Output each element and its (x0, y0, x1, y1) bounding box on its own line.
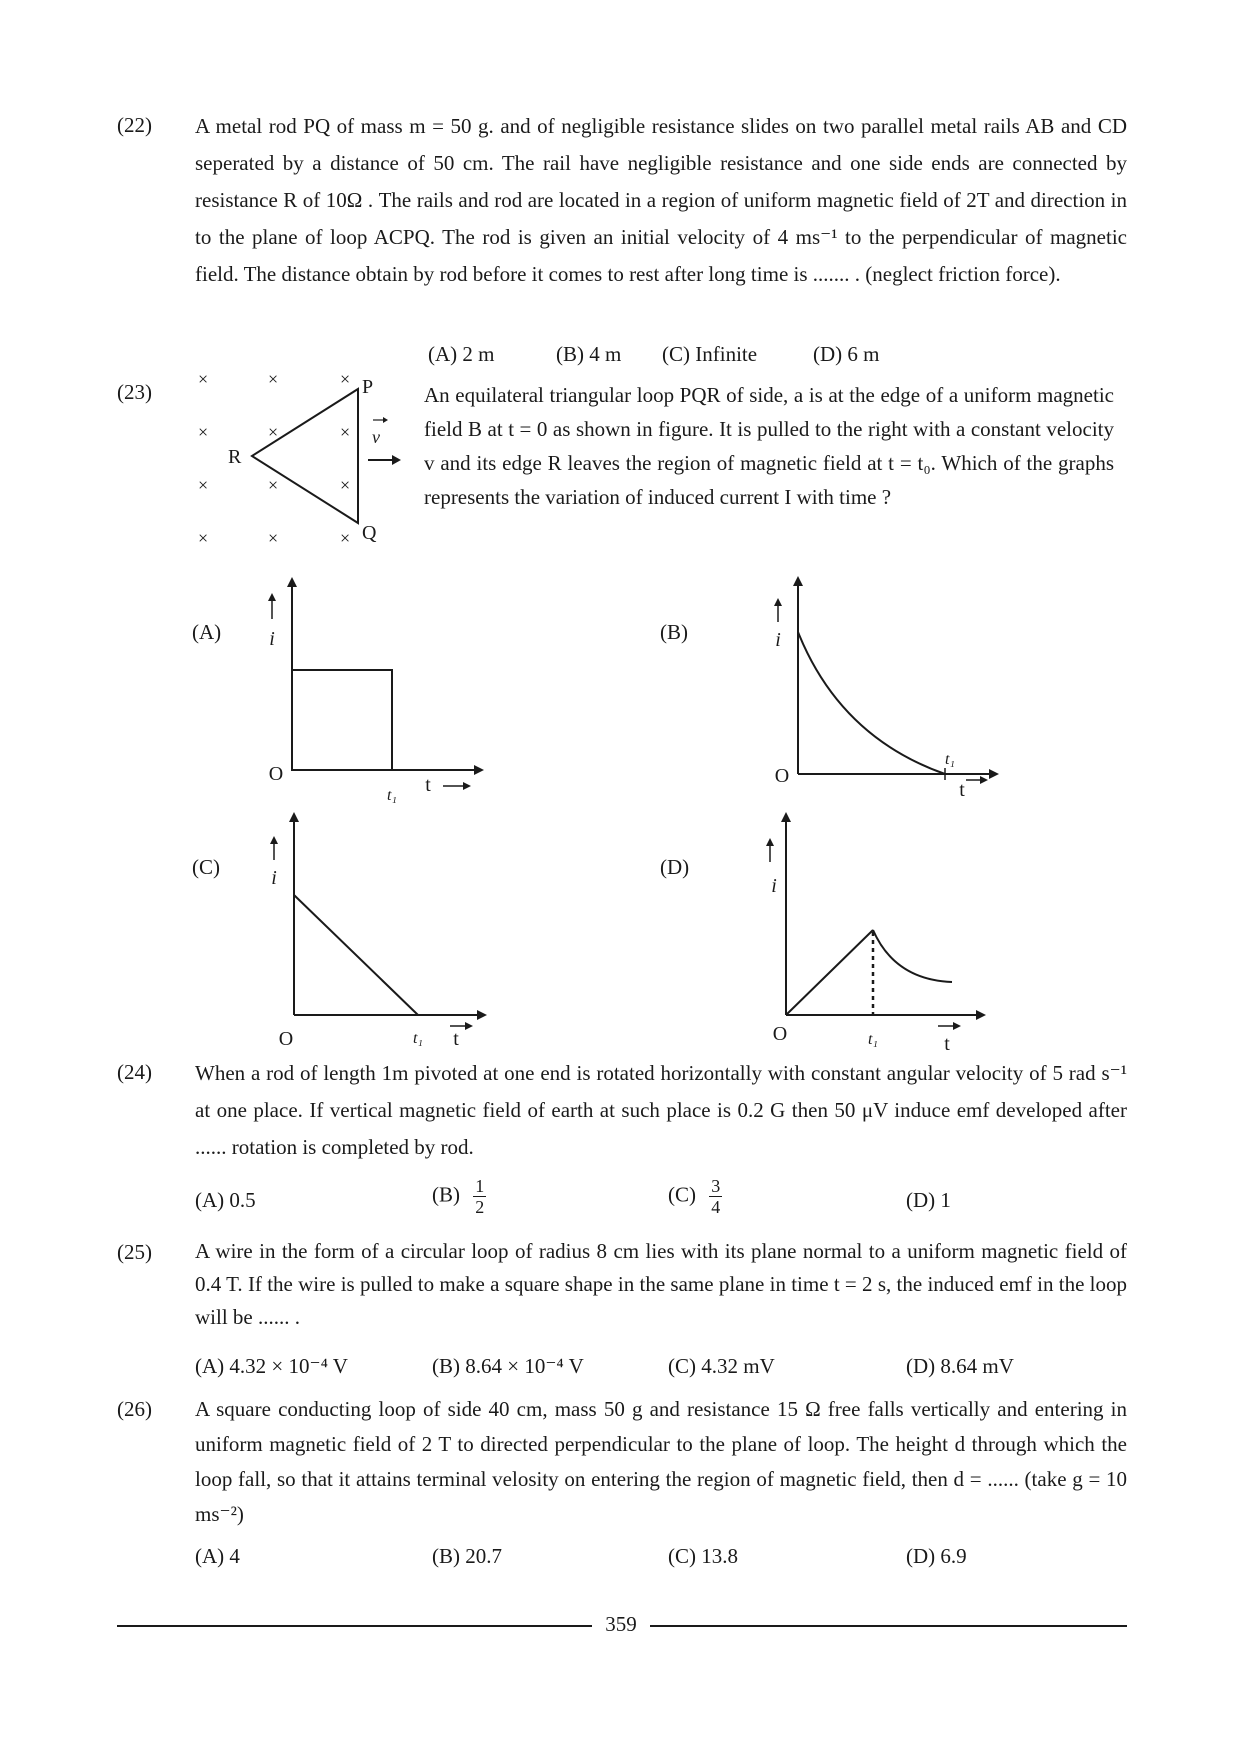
question-number: (22) (117, 113, 152, 137)
svg-text:×: × (198, 422, 209, 442)
option-c[interactable] (668, 1176, 722, 1217)
question-25 (117, 1235, 1127, 1340)
option-a[interactable]: (A) 2 m (428, 342, 495, 366)
axis-t1: t₁ (867, 1031, 879, 1048)
question-text: A wire in the form of a circular loop of radius 8 cm lies with its plane normal to a uniform magnetic field of 0.4 T. If the wire is pulled to make a square shape in the same plane in time t = 2 s, the induced emf in the loop will be ...... . (195, 1239, 1127, 1329)
option-a[interactable]: (A) 4.32 × 10⁻⁴ V (195, 1354, 348, 1378)
question-26 (117, 1392, 1127, 1532)
question-text: When a rod of length 1m pivoted at one end is rotated horizontally with constant angular velocity of 5 rad s⁻¹ at one place. If vertical magnetic field of earth at such place is 0.2 G then 50 μV induce emf developed after ...... rotation is completed by rod. (195, 1061, 1127, 1159)
triangle-pqr (252, 389, 358, 523)
graph-a (258, 575, 498, 810)
question-22 (117, 108, 1127, 338)
rising-curve (786, 930, 873, 1015)
question-text: An equilateral triangular loop PQR of side, a is at the edge of a uniform magnetic field B at t = 0 as shown in figure. It is pulled to the right with a constant velocity v and its edge R leaves the region of magnetic field at t = t₀. Which of the graphs represents the variation of induced current I with time ? (424, 383, 1114, 509)
velocity-label: v (372, 427, 380, 447)
svg-text:×: × (198, 528, 209, 548)
option-b[interactable]: (B) 8.64 × 10⁻⁴ V (432, 1354, 584, 1378)
svg-text:×: × (340, 528, 351, 548)
axis-i: i (269, 628, 275, 650)
graph-label-b[interactable]: (B) (660, 620, 688, 644)
vertex-r: R (228, 446, 242, 468)
fraction (473, 1176, 486, 1217)
axis-t: t (959, 779, 965, 801)
vertex-p: P (362, 376, 374, 398)
axis-origin: O (278, 1028, 294, 1050)
axis-origin: O (774, 765, 790, 787)
option-c[interactable]: (C) 4.32 mV (668, 1354, 775, 1378)
question-text: A square conducting loop of side 40 cm, mass 50 g and resistance 15 Ω free falls vertically and entering in uniform magnetic field of 2 T to directed perpendicular to the plane of loop. The height d through which the loop fall, so that it attains terminal velosity on entering the region of magnetic field, then d = ...... (take g = 10 ms⁻²) (195, 1397, 1127, 1526)
decay-curve (798, 632, 945, 774)
magnetic-field-crosses (198, 369, 350, 548)
svg-text:×: × (268, 369, 279, 389)
square-pulse-curve (292, 670, 392, 770)
axis-i: i (775, 629, 781, 651)
footer-rule-left (117, 1625, 592, 1627)
svg-text:×: × (268, 475, 279, 495)
option-a[interactable]: (A) 0.5 (195, 1188, 256, 1212)
question-number: (26) (117, 1397, 152, 1421)
fraction (709, 1176, 722, 1217)
axis-i: i (271, 867, 277, 889)
option-d[interactable]: (D) 1 (906, 1188, 951, 1212)
falling-curve (873, 930, 952, 982)
axis-t1: t₁ (386, 787, 398, 804)
option-a[interactable]: (A) 4 (195, 1544, 240, 1568)
option-d[interactable]: (D) 6 m (813, 342, 880, 366)
triangle-loop-figure (190, 365, 410, 550)
axis-i: i (771, 875, 777, 897)
svg-text:×: × (340, 369, 351, 389)
denominator: 2 (475, 1197, 485, 1217)
option-b[interactable]: (B) 4 m (556, 342, 622, 366)
svg-text:×: × (268, 422, 279, 442)
question-number: (23) (117, 380, 152, 404)
svg-text:×: × (198, 475, 209, 495)
option-label: (C) (668, 1182, 696, 1207)
graph-label-c[interactable]: (C) (192, 855, 220, 879)
question-24 (117, 1055, 1127, 1175)
graph-d (760, 810, 1010, 1055)
svg-text:×: × (340, 422, 351, 442)
numerator: 1 (475, 1176, 485, 1196)
graph-c (258, 810, 498, 1050)
option-label: (B) (432, 1182, 460, 1207)
graph-label-d[interactable]: (D) (660, 855, 690, 879)
option-b[interactable] (432, 1176, 486, 1217)
option-d[interactable]: (D) 6.9 (906, 1544, 967, 1568)
denominator: 4 (711, 1197, 721, 1217)
axis-origin: O (772, 1023, 788, 1045)
question-number: (25) (117, 1240, 152, 1264)
axis-t1: t₁ (944, 751, 956, 768)
vertex-q: Q (362, 522, 377, 544)
axis-t: t (453, 1028, 459, 1050)
svg-text:×: × (198, 369, 209, 389)
svg-text:×: × (340, 475, 351, 495)
numerator: 3 (711, 1176, 721, 1196)
graph-b (770, 572, 1015, 812)
axis-t: t (425, 774, 431, 796)
option-c[interactable]: (C) Infinite (662, 342, 758, 366)
axis-t: t (944, 1033, 950, 1055)
graph-label-a[interactable]: (A) (192, 620, 222, 644)
question-number: (24) (117, 1060, 152, 1084)
footer-rule-right (650, 1625, 1127, 1627)
axis-t1: t₁ (412, 1030, 424, 1047)
option-b[interactable]: (B) 20.7 (432, 1544, 502, 1568)
svg-text:×: × (268, 528, 279, 548)
option-d[interactable]: (D) 8.64 mV (906, 1354, 1014, 1378)
page-number: 359 (605, 1612, 637, 1636)
option-c[interactable]: (C) 13.8 (668, 1544, 738, 1568)
question-text: A metal rod PQ of mass m = 50 g. and of negligible resistance slides on two parallel metal rails AB and CD seperated by a distance of 50 cm. The rail have negligible resistance and one side ends are connected by resistance R of 10Ω . The rails and rod are located in a region of uniform magnetic field of 2T and direction in to the plane of loop ACPQ. The rod is given an initial velocity of 4 ms⁻¹ to the perpendicular of magnetic field. The distance obtain by rod before it comes to rest after long time is ....... . (neglect friction force). (195, 114, 1127, 286)
linear-decay-curve (294, 895, 418, 1015)
axis-origin: O (268, 763, 284, 785)
